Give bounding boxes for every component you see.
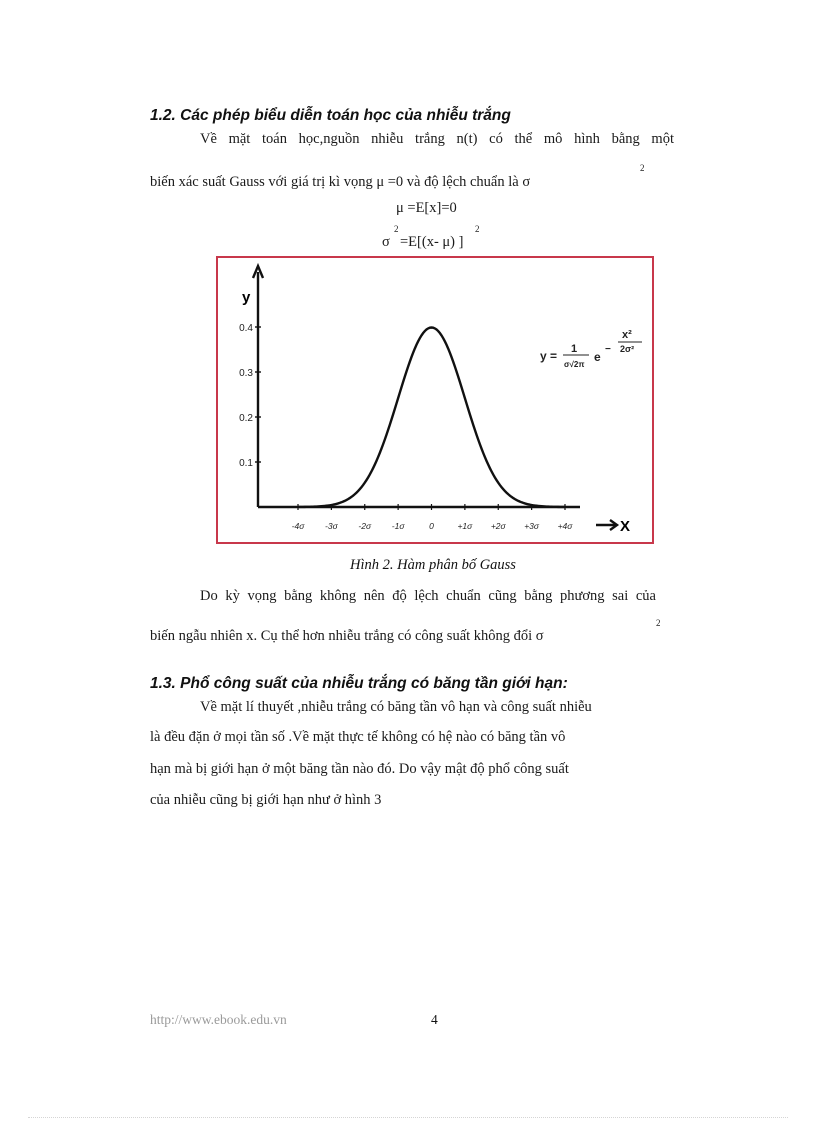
- formula-minus: −: [605, 344, 611, 355]
- equation-variance: =E[(x- μ) ]: [400, 234, 464, 250]
- paragraph-line: hạn mà bị giới hạn ở một băng tần nào đó. Do vậy mật độ phổ công suất: [150, 761, 569, 777]
- formula-e: e: [594, 350, 601, 364]
- paragraph-line: Về mặt toán học,nguồn nhiễu trắng n(t) có thể mô hình bằng một: [200, 131, 674, 147]
- formula-exp-denominator: 2σ²: [620, 344, 635, 354]
- section-heading-1-2: 1.2. Các phép biểu diễn toán học của nhiễu trắng: [150, 107, 511, 124]
- equation-variance-sigma: σ: [382, 234, 390, 250]
- x-tick-label: -2σ: [358, 521, 372, 531]
- paragraph-line: của nhiễu cũng bị giới hạn như ở hình 3: [150, 792, 382, 808]
- x-tick-label: -4σ: [291, 521, 305, 531]
- superscript: 2: [640, 163, 645, 173]
- superscript: 2: [656, 618, 661, 628]
- figure-caption: Hình 2. Hàm phân bố Gauss: [350, 557, 516, 573]
- y-tick-label: 0.2: [239, 413, 253, 424]
- y-tick-label: 0.4: [239, 323, 253, 334]
- superscript: 2: [475, 224, 480, 234]
- gauss-chart: [218, 258, 652, 542]
- page-number: 4: [431, 1012, 438, 1027]
- x-tick-label: 0: [429, 521, 434, 531]
- x-axis-label: X: [620, 518, 631, 535]
- x-tick-label: +4σ: [557, 521, 573, 531]
- y-tick-label: 0.3: [239, 368, 253, 379]
- paragraph-line: Do kỳ vọng bằng không nên độ lệch chuẩn cũng bằng phương sai của: [200, 588, 656, 604]
- footer-url-link[interactable]: http://www.ebook.edu.vn: [150, 1012, 287, 1027]
- paragraph-line: là đều đặn ở mọi tần số .Về mặt thực tế không có hệ nào có băng tần vô: [150, 729, 566, 745]
- formula-y: y =: [540, 349, 558, 363]
- y-tick-label: 0.1: [239, 458, 253, 469]
- x-tick-label: +1σ: [457, 521, 473, 531]
- paragraph-line: biến xác suất Gauss với giá trị kì vọng μ =0 và độ lệch chuẩn là σ: [150, 174, 531, 190]
- x-tick-label: +3σ: [524, 521, 540, 531]
- x-tick-label: -1σ: [391, 521, 405, 531]
- chart-axes: [253, 266, 617, 530]
- formula-exp-numerator: x²: [622, 329, 632, 341]
- formula-denominator: σ√2π: [564, 360, 585, 369]
- gauss-curve: [298, 328, 565, 507]
- x-tick-label: +2σ: [490, 521, 506, 531]
- formula-numerator: 1: [571, 343, 578, 355]
- x-tick-label: -3σ: [325, 521, 338, 531]
- gauss-figure: [216, 256, 654, 544]
- equation-mean: μ =E[x]=0: [396, 200, 457, 216]
- superscript: 2: [394, 224, 399, 234]
- y-axis-label: y: [242, 289, 251, 306]
- gauss-formula: [540, 329, 642, 369]
- paragraph-line: biến ngẫu nhiên x. Cụ thể hơn nhiễu trắng có công suất không đổi σ: [150, 628, 544, 644]
- page-bottom-divider: [28, 1117, 788, 1118]
- paragraph-line: Về mặt lí thuyết ,nhiễu trắng có băng tần vô hạn và công suất nhiễu: [200, 699, 592, 715]
- section-heading-1-3: 1.3. Phổ công suất của nhiễu trắng có băng tần giới hạn:: [150, 675, 568, 692]
